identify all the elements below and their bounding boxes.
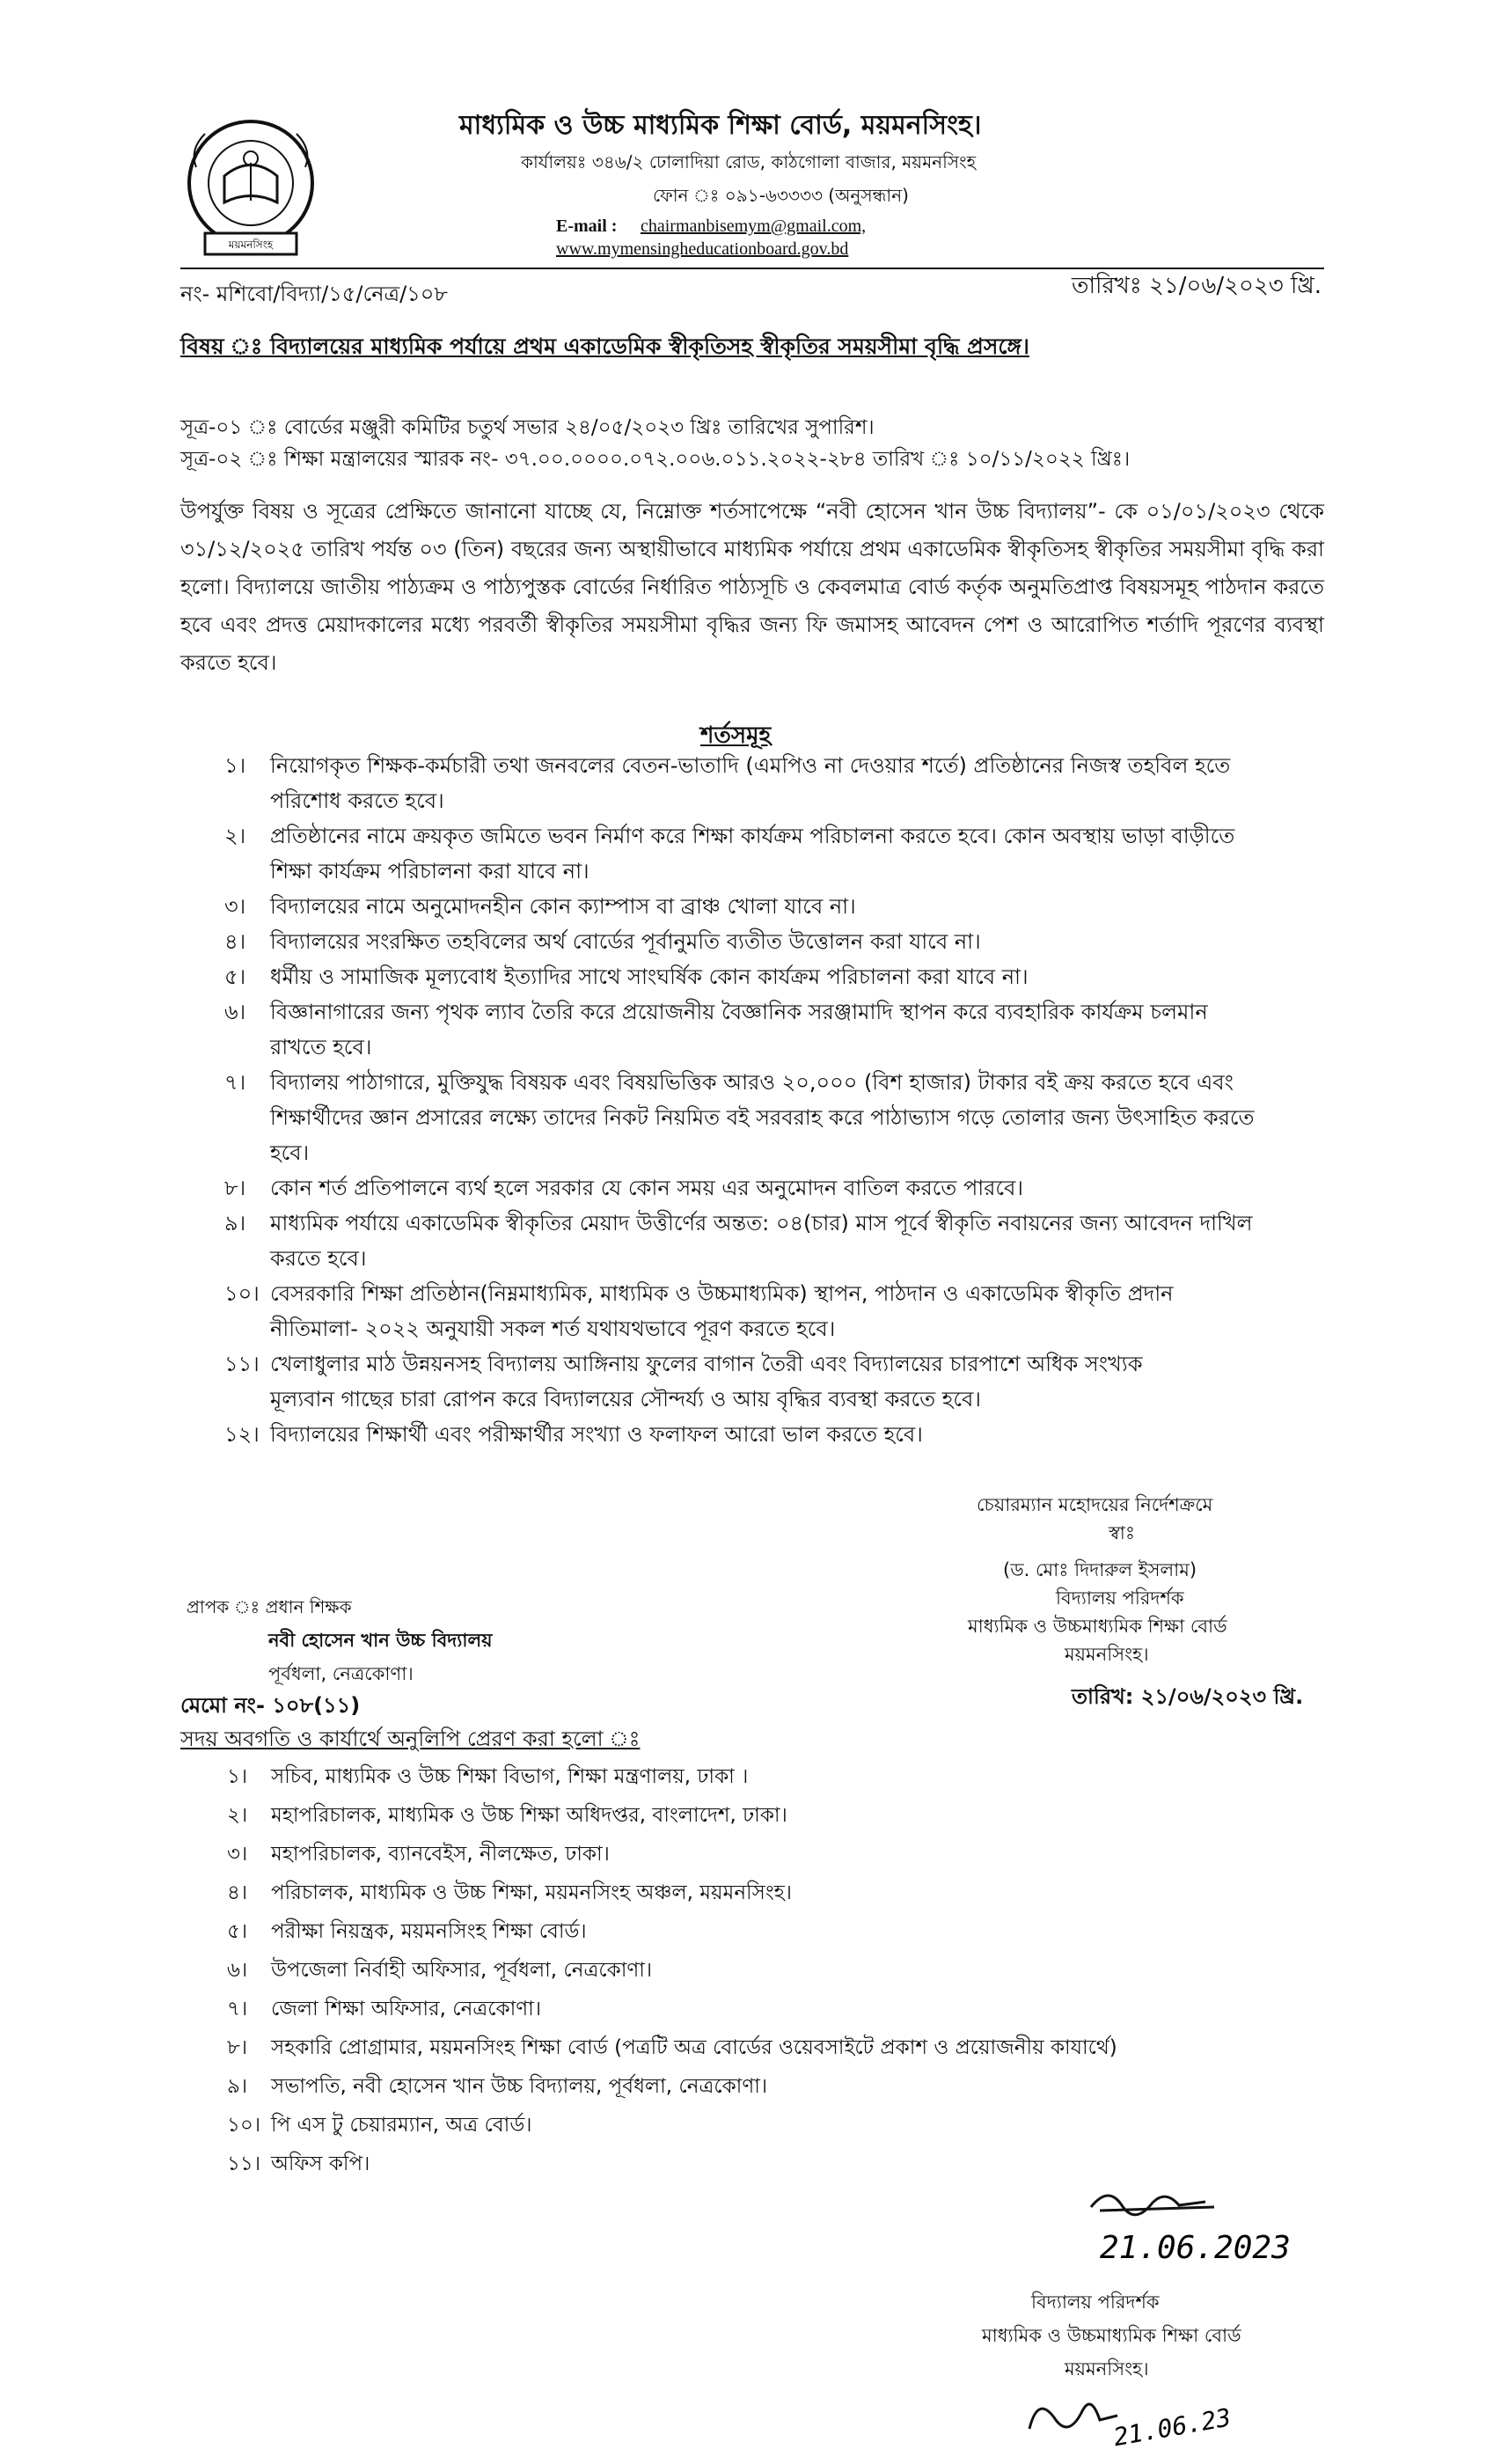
condition-item: ৫। ধর্মীয় ও সামাজিক মূল্যবোধ ইত্যাদির সাথে সাংঘর্ষিক কোন কার্যক্রম পরিচালনা করা যাবে না। (224, 964, 1029, 989)
handwritten-initial-date: 21.06.23 (1111, 2402, 1234, 2453)
memo-number: নং- মশিবো/বিদ্যা/১৫/নেত্র/১০৮ (180, 282, 448, 306)
signed-mark: স্বাঃ (1109, 1522, 1136, 1544)
memo-date: তারিখঃ ২১/০৬/২০২৩ খ্রি. (1072, 273, 1322, 299)
signatory-city: ময়মনসিংহ। (1065, 1644, 1149, 1665)
conditions-title: শর্তসমূহ (700, 722, 772, 749)
reference-1: সূত্র-০১ ঃ বোর্ডের মঞ্জুরী কমিটির চতুর্থ সভার ২৪/০৫/২০২৩ খ্রিঃ তারিখের সুপারিশ। (180, 416, 875, 439)
copy-item: ৪। পরিচালক, মাধ্যমিক ও উচ্চ শিক্ষা, ময়মনসিংহ অঞ্চল, ময়মনসিংহ। (227, 1881, 793, 1904)
reference-2: সূত্র-০২ ঃ শিক্ষা মন্ত্রালয়ের স্মারক নং- ৩৭.০০.০০০০.০৭২.০০৬.০১১.২০২২-২৮৪ তারিখ ঃ ১০/১১/২০২২ খ্রিঃ। (180, 448, 1131, 471)
signatory-office: মাধ্যমিক ও উচ্চমাধ্যমিক শিক্ষা বোর্ড (968, 1616, 1227, 1637)
condition-item: ১। নিয়োগকৃত শিক্ষক-কর্মচারী তথা জনবলের বেতন-ভাতাদি (এমপিও না দেওয়ার শর্তে) প্রতিষ্ঠানের নিজস্ব তহবিল হতে পরিশোধ করতে হবে। (224, 753, 1231, 813)
recipient-label: প্রাপক ঃ প্রধান শিক্ষক (187, 1596, 352, 1617)
memo2-heading: সদয় অবগতি ও কার্যার্থে অনুলিপি প্রেরণ করা হলো ঃ (180, 1727, 641, 1751)
copy-item: ১১। অফিস কপি। (227, 2152, 370, 2175)
signatory-designation: বিদ্যালয় পরিদর্শক (1056, 1588, 1184, 1609)
condition-item: ১২। বিদ্যালয়ের শিক্ষার্থী এবং পরীক্ষার্থীর সংখ্যা ও ফলাফল আরো ভাল করতে হবে। (224, 1422, 923, 1447)
condition-item: ১০। বেসরকারি শিক্ষা প্রতিষ্ঠান(নিম্নমাধ্যমিক, মাধ্যমিক ও উচ্চমাধ্যমিক) স্থাপন, পাঠদান ও একাডেমিক স্বীকৃতি প্রদান নীতিমালা- ২০২২ অনুযায়ী সকল শর্ত যথাযথভাবে পূরণ করতে হবে। (224, 1281, 1174, 1341)
recipient-school: নবী হোসেন খান উচ্চ বিদ্যালয় (268, 1630, 493, 1651)
copy-item: ৬। উপজেলা নির্বাহী অফিসার, পূর্বধলা, নেত্রকোণা। (227, 1959, 653, 1982)
handwritten-initial (1021, 2385, 1241, 2460)
signatory-date: তারিখ: ২১/০৬/২০২৩ খ্রি. (1072, 1684, 1304, 1709)
condition-item: ৯। মাধ্যমিক পর্যায়ে একাডেমিক স্বীকৃতির মেয়াদ উত্তীর্ণের অন্তত: ০৪(চার) মাস পূর্বে স্বীকৃতি নবায়নের জন্য আবেদন দাখিল করতে হবে। (224, 1211, 1253, 1271)
condition-item: ৭। বিদ্যালয় পাঠাগারে, মুক্তিযুদ্ধ বিষয়ক এবং বিষয়ভিত্তিক আরও ২০,০০০ (বিশ হাজার) টাকার বই ক্রয় করতে হবে এবং শিক্ষার্থীদের জ্ঞান প্রসারের লক্ষ্যে তাদের নিকট নিয়মিত বই সরবরাহ করে পাঠাভ্যাস গড়ে তোলার জন্য উৎসাহিত করতে হবে। (224, 1070, 1255, 1165)
board-address: কার্যালয়ঃ ৩৪৬/২ ঢোলাদিয়া রোড, কাঠগোলা বাজার, ময়মনসিংহ (521, 151, 977, 172)
copy-item: ৩। মহাপরিচালক, ব্যানবেইস, নীলক্ষেত, ঢাকা। (227, 1843, 610, 1866)
copy-item: ২। মহাপরিচালক, মাধ্যমিক ও উচ্চ শিক্ষা অধিদপ্তর, বাংলাদেশ, ঢাকা। (227, 1804, 787, 1827)
copy-item: ৭। জেলা শিক্ষা অফিসার, নেত্রকোণা। (227, 1998, 542, 2020)
bottom-office: মাধ্যমিক ও উচ্চমাধ্যমিক শিক্ষা বোর্ড (982, 2325, 1241, 2346)
email-label: E-mail : (556, 216, 618, 236)
subject-line: বিষয় ঃ বিদ্যালয়ের মাধ্যমিক পর্যায়ে প্রথম একাডেমিক স্বীকৃতিসহ স্বীকৃতির সময়সীমা বৃদ্ধি প্রসঙ্গে। (180, 334, 1029, 359)
signatory-name: (ড. মোঃ দিদারুল ইসলাম) (1003, 1559, 1197, 1580)
condition-item: ১১। খেলাধুলার মাঠ উন্নয়নসহ বিদ্যালয় আঙ্গিনায় ফুলের বাগান তৈরী এবং বিদ্যালয়ের চারপাশে অধিক সংখ্যক মূল্যবান গাছের চারা রোপন করে বিদ্যালয়ের সৌন্দর্য্য ও আয় বৃদ্ধির ব্যবস্থা করতে হবে। (224, 1352, 1143, 1412)
body-paragraph: উপর্যুক্ত বিষয় ও সূত্রের প্রেক্ষিতে জানানো যাচ্ছে যে, নিম্নোক্ত শর্তসাপেক্ষে “নবী হোসেন খান উচ্চ বিদ্যালয়”- কে ০১/০১/২০২৩ থেকে ৩১/১২/২০২৫ তারিখ পর্যন্ত ০৩ (তিন) বছরের জন্য অস্থায়ীভাবে মাধ্যমিক পর্যায়ে প্রথম একাডেমিক স্বীকৃতিসহ স্বীকৃতির সময়সীমা বৃদ্ধি করা হলো। বিদ্যালয়ে জাতীয় পাঠ্যক্রম ও পাঠ্যপুস্তক বোর্ডের নির্ধারিত পাঠ্যসূচি ও কেবলমাত্র বোর্ড কর্তৃক অনুমতিপ্রাপ্ত বিষয়সমূহ পাঠদান করতে হবে এবং প্রদত্ত মেয়াদকালের মধ্যে পরবর্তী স্বীকৃতির সময়সীমা বৃদ্ধির জন্য ফি জমাসহ আবেদন পেশ ও আরোপিত শর্তাদি পূরণের ব্যবস্থা করতে হবে। (180, 499, 1324, 675)
email-link[interactable]: chairmanbisemym@gmail.com, (641, 216, 867, 236)
board-phone: ফোন ঃ ০৯১-৬৩৩৩৩ (অনুসন্ধান) (653, 185, 909, 206)
conditions-list (224, 748, 1315, 1452)
order-line: চেয়ারম্যান মহোদয়ের নির্দেশক্রমে (977, 1494, 1213, 1515)
bottom-city: ময়মনসিংহ। (1065, 2358, 1149, 2380)
memo2-number: মেমো নং- ১০৮(১১) (180, 1693, 361, 1718)
condition-item: ৩। বিদ্যালয়ের নামে অনুমোদনহীন কোন ক্যাম্পাস বা ব্রাঞ্চ খোলা যাবে না। (224, 894, 856, 919)
recipient-address: পূর্বধলা, নেত্রকোণা। (268, 1663, 414, 1684)
condition-item: ৮। কোন শর্ত প্রতিপালনে ব্যর্থ হলে সরকার যে কোন সময় এর অনুমোদন বাতিল করতে পারবে। (224, 1176, 1023, 1200)
website-link[interactable]: www.mymensingheducationboard.gov.bd (556, 239, 849, 259)
handwritten-signature (1082, 2181, 1293, 2277)
copy-item: ১০। পি এস টু চেয়ারম্যান, অত্র বোর্ড। (227, 2114, 532, 2137)
board-name: মাধ্যমিক ও উচ্চ মাধ্যমিক শিক্ষা বোর্ড, ময়মনসিংহ। (459, 110, 982, 141)
copy-item: ৫। পরীক্ষা নিয়ন্ত্রক, ময়মনসিংহ শিক্ষা বোর্ড। (227, 1920, 587, 1943)
condition-item: ৪। বিদ্যালয়ের সংরক্ষিত তহবিলের অর্থ বোর্ডের পূর্বানুমতি ব্যতীত উত্তোলন করা যাবে না। (224, 929, 981, 954)
handwritten-date: 21.06.2023 (1100, 2230, 1291, 2266)
condition-item: ৬। বিজ্ঞানাগারের জন্য পৃথক ল্যাব তৈরি করে প্রয়োজনীয় বৈজ্ঞানিক সরঞ্জামাদি স্থাপন করে ব্যবহারিক কার্যক্রম চলমান রাখতে হবে। (224, 1000, 1208, 1060)
copy-item: ৯। সভাপতি, নবী হোসেন খান উচ্চ বিদ্যালয়, পূর্বধলা, নেত্রকোণা। (227, 2075, 768, 2098)
bottom-designation: বিদ্যালয় পরিদর্শক (1031, 2292, 1160, 2313)
copy-item: ১। সচিব, মাধ্যমিক ও উচ্চ শিক্ষা বিভাগ, শিক্ষা মন্ত্রণালয়, ঢাকা । (227, 1765, 749, 1788)
condition-item: ২। প্রতিষ্ঠানের নামে ক্রয়কৃত জমিতে ভবন নির্মাণ করে শিক্ষা কার্যক্রম পরিচালনা করতে হবে। কোন অবস্থায় ভাড়া বাড়ীতে শিক্ষা কার্যক্রম পরিচালনা করা যাবে না। (224, 824, 1235, 884)
svg-text:ময়মনসিংহ: ময়মনসিংহ (228, 238, 274, 251)
board-seal-logo (180, 114, 321, 260)
copy-item: ৮। সহকারি প্রোগ্রামার, ময়মনসিংহ শিক্ষা বোর্ড (পত্রটি অত্র বোর্ডের ওয়েবসাইটে প্রকাশ ও প্রয়োজনীয় কাযার্থে) (227, 2036, 1117, 2059)
